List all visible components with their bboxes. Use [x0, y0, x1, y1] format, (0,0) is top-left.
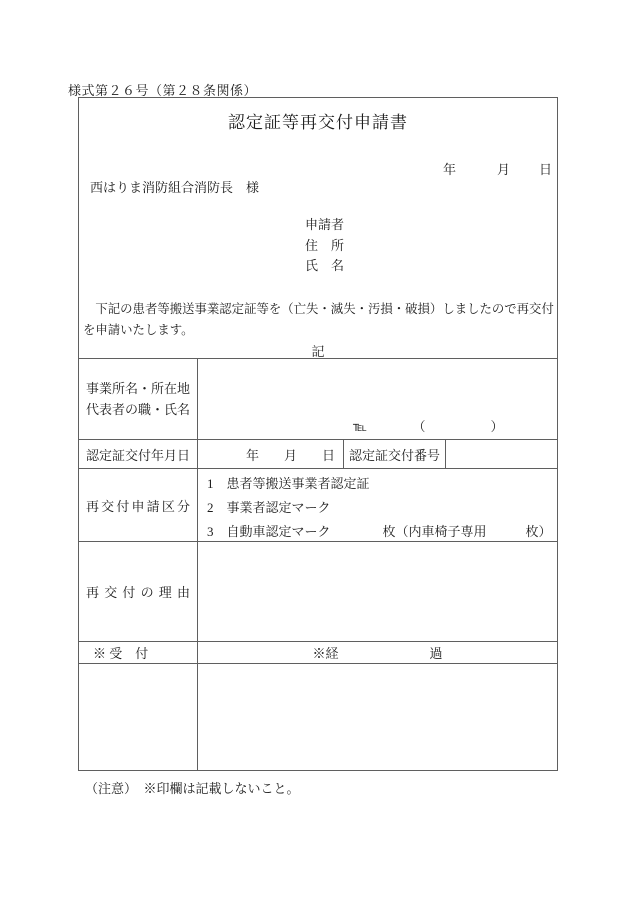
applicant-heading: 申請者: [305, 217, 345, 232]
progress-header-cell: [198, 642, 557, 663]
reason-label: 再交付の理由: [86, 585, 190, 600]
category-options-cell: [198, 469, 557, 541]
issue-date-row: [79, 439, 557, 468]
category-option-1: 1 患者等搬送事業者認定証: [207, 476, 370, 491]
body-line-2: を申請いたします。: [83, 323, 194, 337]
receipt-cell: [79, 664, 198, 770]
body-line-1: 下記の患者等搬送事業認定証等を（亡失・滅失・汚損・破損）しましたので再交付: [83, 302, 554, 316]
issue-date-label-cell: [79, 440, 198, 468]
issue-year-label: 年: [245, 447, 259, 463]
record-heading: 記: [311, 344, 325, 359]
issue-number-label: 認定証交付番号: [349, 447, 441, 463]
application-form-box: [78, 97, 558, 771]
receipt-header: ※ 受 付: [93, 646, 149, 661]
receipt-header-cell: [79, 642, 198, 663]
business-name-label-line2: 代表者の職・氏名: [86, 402, 191, 417]
issue-number-value-cell: [446, 440, 557, 468]
business-name-label-cell: [79, 359, 198, 439]
category-options: [198, 469, 557, 544]
reason-row: [79, 541, 557, 641]
issue-date-label: 認定証交付年月日: [86, 447, 191, 463]
office-use-header-row: [79, 641, 557, 663]
date-line: [443, 159, 552, 178]
issue-month-label: 月: [283, 447, 297, 463]
applicant-address-label: 住 所: [305, 237, 345, 253]
footnote: （注意） ※印欄は記載しないこと。: [85, 781, 300, 796]
progress-cell: [198, 664, 557, 770]
applicant-name-label: 氏 名: [305, 258, 345, 273]
progress-header: ※経 過: [312, 646, 443, 661]
reason-label-cell: [79, 542, 198, 641]
year-label: 年: [442, 162, 456, 177]
category-label-cell: [79, 469, 198, 541]
form-title: 認定証等再交付申請書: [228, 113, 408, 132]
business-name-label-line1: 事業所名・所在地: [86, 381, 191, 396]
business-name-row: [79, 358, 557, 439]
body-paragraph: [83, 299, 557, 341]
category-label: 再交付申請区分: [86, 498, 190, 514]
category-option-2: 2 事業者認定マーク: [207, 500, 331, 515]
business-name-input-cell: [198, 359, 557, 439]
category-row: [79, 468, 557, 541]
month-label: 月: [496, 162, 510, 177]
tel-line: ℡ （ ）: [353, 419, 504, 434]
issue-date-value-cell: [198, 440, 344, 468]
form-number: 様式第２６号（第２８条関係）: [68, 83, 258, 98]
form-table: [79, 358, 557, 770]
addressee: 西はりま消防組合消防長 様: [90, 180, 260, 195]
office-use-body-row: [79, 663, 557, 770]
reason-input-cell: [198, 542, 557, 641]
issue-number-label-cell: [344, 440, 446, 468]
issue-day-label: 日: [321, 447, 335, 463]
applicant-block: [305, 215, 344, 277]
category-option-3: 3 自動車認定マーク 枚（内車椅子専用 枚）: [207, 524, 552, 539]
day-label: 日: [538, 162, 552, 177]
